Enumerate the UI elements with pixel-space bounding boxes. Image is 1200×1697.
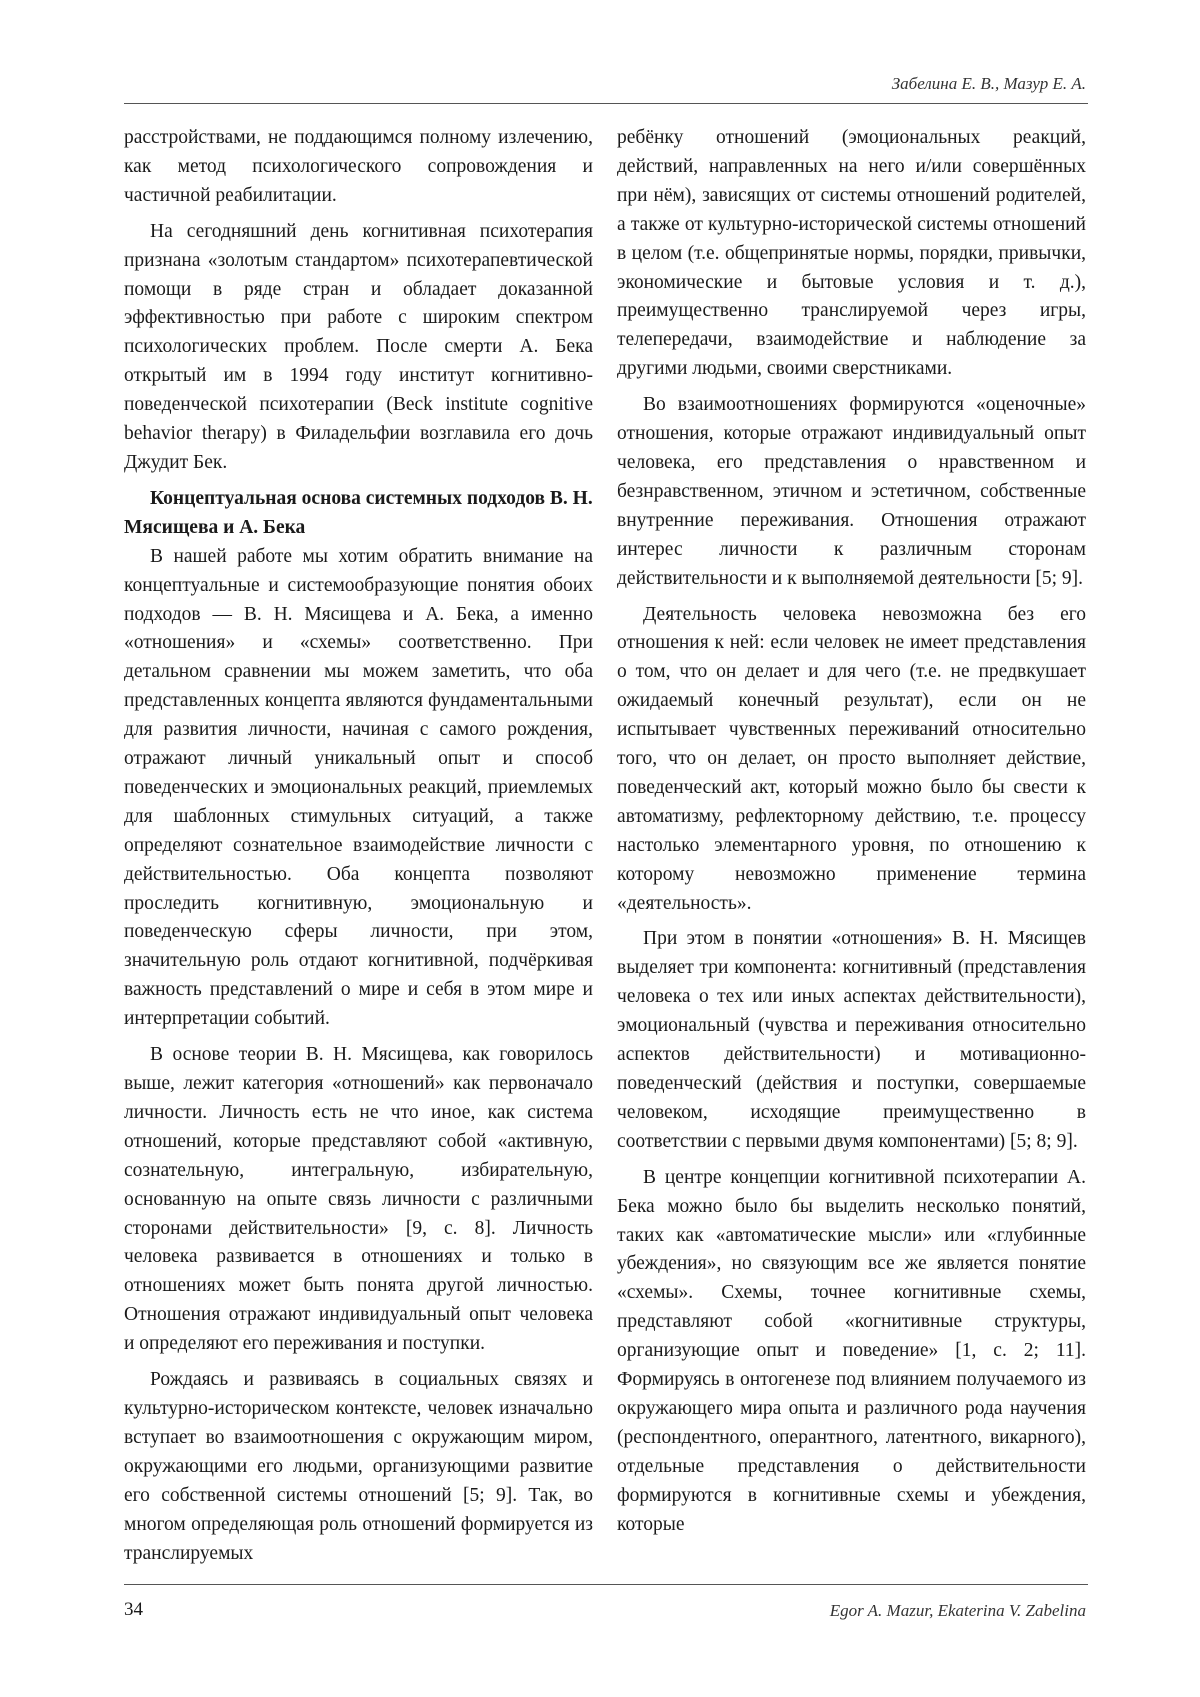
paragraph: При этом в понятии «отношения» В. Н. Мясищев выделяет три компонента: когнитивный (представления человека о тех или иных аспектах действительности), эмоциональный (чувства и переживания относительно аспектов действительности) и мотивационно-поведенческий (действия и поступки, совершаемые человеком, исходящие преимущественно в соответствии с первыми двумя компонентами) [5; 8; 9]. bbox=[617, 928, 1086, 1152]
footer-rule bbox=[124, 1584, 1088, 1585]
paragraph: Деятельность человека невозможна без его отношения к ней: если человек не имеет представления о том, что он делает и для чего (т.е. не предвкушает ожидаемый конечный результат), если он не испытывает чувственных переживаний относительно того, что он делает, он просто выполняет действие, поведенческий акт, который можно было бы свести к автоматизму, рефлекторному действию, т.е. процессу настолько элементарного уровня, по отношению к которому невозможно применение термина «деятельность». bbox=[617, 603, 1086, 914]
right-column bbox=[617, 124, 1086, 1547]
section-heading: Концептуальная основа системных подходов В. Н. Мясищева и А. Бека bbox=[124, 487, 593, 538]
left-column bbox=[124, 124, 593, 1575]
paragraph: На сегодняшний день когнитивная психотерапия признана «золотым стандартом» психотерапевтической помощи в ряде стран и обладает доказанной эффективностью при работе с широким спектром психологических проблем. После смерти А. Бека открытый им в 1994 году институт когнитивно-поведенческой психотерапии (Beck institute cognitive behavior therapy) в Филадельфии возглавила его дочь Джудит Бек. bbox=[124, 220, 593, 473]
running-foot: Egor A. Mazur, Ekaterina V. Zabelina bbox=[829, 1601, 1086, 1620]
paragraph: В нашей работе мы хотим обратить внимание на концептуальные и системообразующие понятия обоих подходов — В. Н. Мясищева и А. Бека, а именно «отношения» и «схемы» соответственно. При детальном сравнении мы можем заметить, что оба представленных концепта являются фундаментальными для развития личности, начиная с самого рождения, отражают личный уникальный опыт и способ поведенческих и эмоциональных реакций, приемлемых для шаблонных стимульных ситуаций, а также определяют сознательное взаимодействие личности с действительностью. Оба концепта позволяют проследить когнитивную, эмоциональную и поведенческую сферы личности, при этом, значительную роль отдают когнитивной, подчёркивая важность представлений о мире и себя в этом мире и интерпретации событий. bbox=[124, 545, 593, 1030]
paragraph: В центре концепции когнитивной психотерапии А. Бека можно было бы выделить несколько понятий, таких как «автоматические мысли» или «глубинные убеждения», но связующим все же является понятие «схемы». Схемы, точнее когнитивные схемы, представляют собой «когнитивные структуры, организующие опыт и поведение» [1, с. 2; 11]. Формируясь в онтогенезе под влиянием получаемого из окружающего мира опыта и различного рода научения (респондентного, оперантного, латентного, викарного), отдельные представления о действительности формируются в когнитивные схемы и убеждения, которые bbox=[617, 1166, 1086, 1535]
paragraph: ребёнку отношений (эмоциональных реакций, действий, направленных на него и/или совершённых при нём), зависящих от системы отношений родителей, а также от культурно-исторической системы отношений в целом (т.е. общепринятые нормы, порядки, привычки, экономические и бытовые условия и т. д.), преимущественно транслируемой через игры, телепередачи, взаимодействие и наблюдение за другими людьми, своими сверстниками. bbox=[617, 127, 1086, 380]
paragraph: В основе теории В. Н. Мясищева, как говорилось выше, лежит категория «отношений» как первоначало личности. Личность есть не что иное, как система отношений, которые представляют собой «активную, сознательную, интегральную, избирательную, основанную на опыте связь личности с различными сторонами действительности» [9, с. 8]. Личность человека развивается в отношениях и только в отношениях может быть понята другой личностью. Отношения отражают индивидуальный опыт человека и определяют его переживания и поступки. bbox=[124, 1044, 593, 1355]
paragraph: Рождаясь и развиваясь в социальных связях и культурно-историческом контексте, человек изначально вступает во взаимоотношения с окружающим миром, окружающими его людьми, организующими развитие его собственной системы отношений [5; 9]. Так, во многом определяющая роль отношений формируется из транслируемых bbox=[124, 1369, 593, 1564]
running-head: Забелина Е. В., Мазур Е. А. bbox=[891, 74, 1086, 93]
page-number: 34 bbox=[124, 1599, 143, 1620]
header-rule bbox=[124, 103, 1088, 104]
paragraph: Во взаимоотношениях формируются «оценочные» отношения, которые отражают индивидуальный опыт человека, его представления о нравственном и безнравственном, этичном и эстетичном, собственные внутренние переживания. Отношения отражают интерес личности к различным сторонам действительности и к выполняемой деятельности [5; 9]. bbox=[617, 394, 1086, 589]
paragraph: расстройствами, не поддающимся полному излечению, как метод психологического сопровождения и частичной реабилитации. bbox=[124, 127, 593, 206]
